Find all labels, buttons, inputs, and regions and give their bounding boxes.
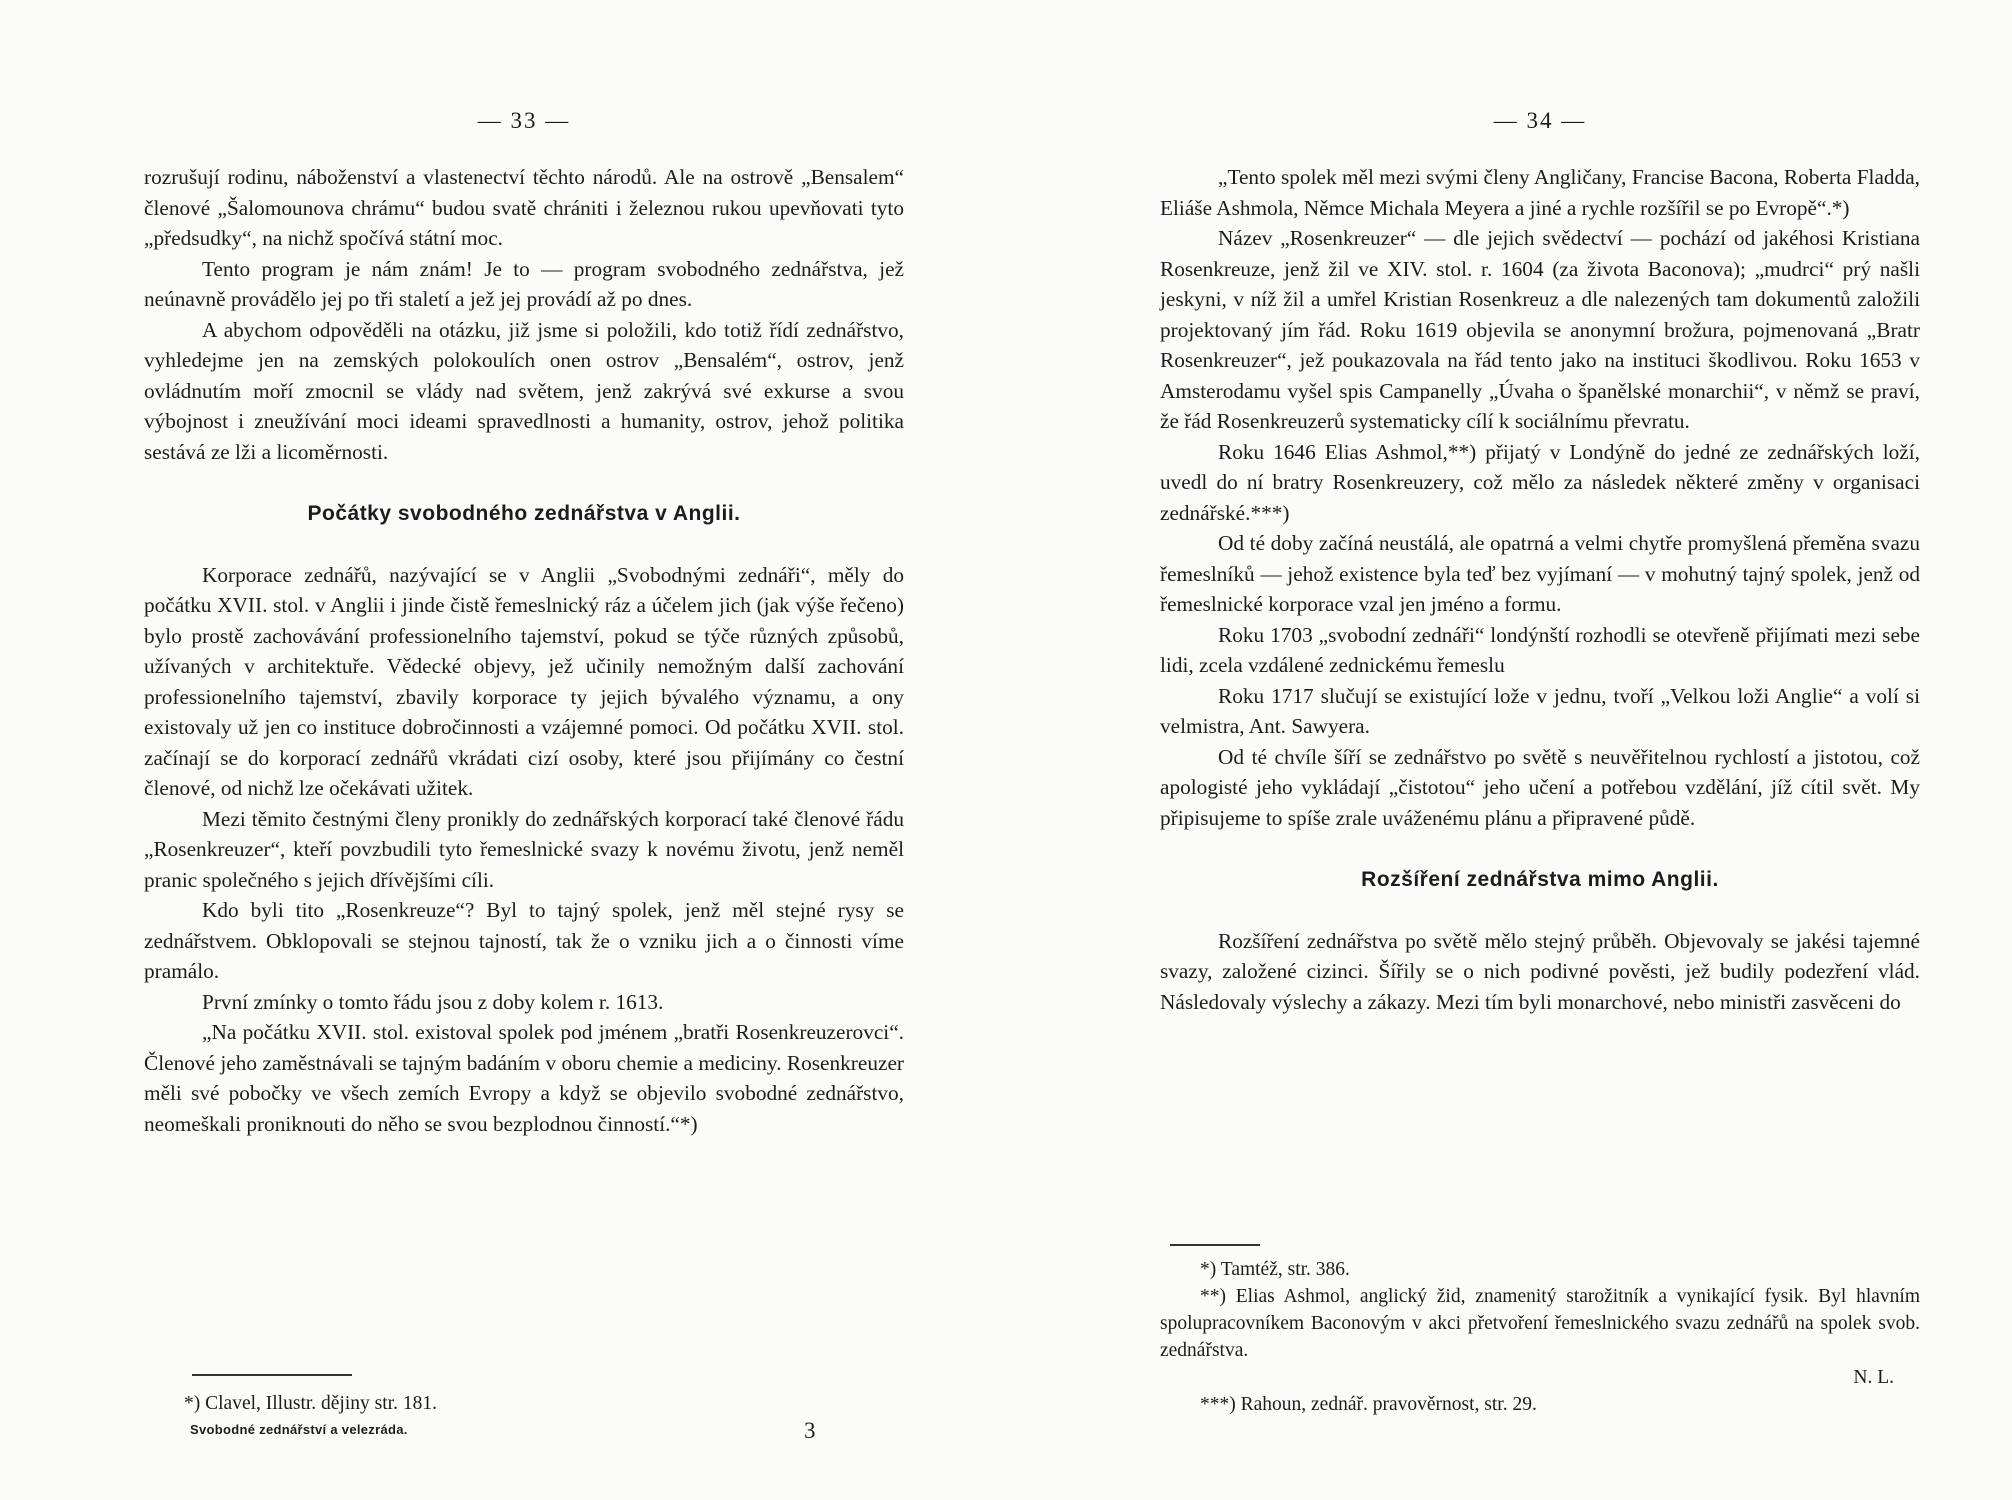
footnote: **) Elias Ashmol, anglický žid, znamenitý starožitník a vynikající fysik. Byl hlavním spolupracovníkem Baconovým v akci přetvoření řemeslnického svazu zednářů na spolek svob. zednářstva. <box>1160 1286 1920 1361</box>
page-body <box>144 162 904 1139</box>
paragraph: První zmínky o tomto řádu jsou z doby kolem r. 1613. <box>202 989 664 1014</box>
footnotes <box>1160 1256 1920 1418</box>
footnotes <box>144 1390 904 1417</box>
paragraph: Rozšíření zednářstva po světě mělo stejný průběh. Objevovaly se jakési tajemné svazy, založené cizinci. Šířily se o nich podivné pověsti, jež budily podezření vlád. Následovaly výslechy a zákazy. Mezi tím byli monarchové, nebo ministři zasvěceni do <box>1160 928 1920 1014</box>
paragraph: Roku 1646 Elias Ashmol,**) přijatý v Londýně do jedné ze zednářských loží, uvedl do ní bratry Rosenkreuzery, což mělo za následek některé změny v organisaci zednářské.***) <box>1160 439 1920 525</box>
paragraph: rozrušují rodinu, náboženství a vlastenectví těchto národů. Ale na ostrově „Bensalem“ členové „Šalomounova chrámu“ budou svatě chrániti i železnou rukou upevňovati tyto „předsudky“, na nichž spočívá státní moc. <box>144 165 904 250</box>
section-heading: Počátky svobodného zednářstva v Anglii. <box>307 502 741 525</box>
paragraph: Roku 1717 slučují se existující lože v jednu, tvoří „Velkou loži Anglie“ a volí si velmistra, Ant. Sawyera. <box>1160 683 1920 738</box>
page-body <box>1160 162 1920 1017</box>
page-number: — 34 — <box>1493 108 1587 133</box>
right-page <box>1160 0 1920 1500</box>
footnote-rule <box>192 1374 352 1376</box>
section-heading: Rozšíření zednářstva mimo Anglii. <box>1361 868 1719 891</box>
footnote-signature: N. L. <box>1853 1367 1894 1388</box>
footnote: ***) Rahoun, zednář. pravověrnost, str. 29. <box>1200 1394 1537 1415</box>
footnote-rule <box>1170 1244 1260 1246</box>
paragraph: „Na počátku XVII. stol. existoval spolek pod jménem „bratři Rosenkreuzerovci“. Členové jeho zaměstnávali se tajným badáním v oboru chemie a mediciny. Rosenkreuzer měli své pobočky ve všech zemích Evropy a když se objevilo svobodné zednářstvo, neomeškali proniknouti do něho se svou bezplodnou činností.“*) <box>144 1020 904 1136</box>
sheet-number: 3 <box>804 1418 816 1443</box>
left-page <box>144 0 904 1500</box>
paragraph: Tento program je nám znám! Je to — program svobodného zednářstva, jež neúnavně provádělo jej po tři staletí a jež jej provádí až po dnes. <box>144 256 904 311</box>
paragraph: Od té chvíle šíří se zednářstvo po světě s neuvěřitelnou rychlostí a jistotou, což apologisté jeho vykládají „čistotou“ jeho učení a potřebou vzdělání, jíž cítil svět. My připisujeme to spíše zrale uváženému plánu a připravené půdě. <box>1160 744 1920 830</box>
signature-line: Svobodné zednářství a velezráda. <box>190 1422 408 1437</box>
footnote: *) Clavel, Illustr. dějiny str. 181. <box>184 1393 437 1414</box>
paragraph: Název „Rosenkreuzer“ — dle jejich svědectví — pochází od jakéhosi Kristiana Rosenkreuze, jenž žil ve XIV. stol. r. 1604 (za života Baconova); „mudrci“ prý našli jeskyni, v níž žil a umřel Kristian Rosenkreuz a dle nalezených tam dokumentů založili projektovaný jím řád. Roku 1619 objevila se anonymní brožura, pojmenovaná „Bratr Rosenkreuzer“, jež poukazovala na řád tento jako na instituci škodlivou. Roku 1653 v Amsterodamu vyšel spis Campanelly „Úvaha o španělské monarchii“, v němž se praví, že řád Rosenkreuzerů systematicky cílí k sociálnímu převratu. <box>1160 226 1920 433</box>
paragraph: „Tento spolek měl mezi svými členy Angličany, Francise Bacona, Roberta Fladda, Eliáše Ashmola, Němce Michala Meyera a jiné a rychle rozšířil se po Evropě“.*) <box>1160 165 1920 220</box>
paragraph: A abychom odpověděli na otázku, již jsme si položili, kdo totiž řídí zednářstvo, vyhledejme jen na zemských polokoulích onen ostrov „Bensalém“, ostrov, jenž ovládnutím moří zmocnil se vlády nad světem, jenž zakrývá své exkurse a svou výbojnost i zneužívání moci ideami spravedlnosti a humanity, ostrov, jehož politika sestává ze lži a licoměrnosti. <box>144 317 904 464</box>
page-number: — 33 — <box>477 108 571 133</box>
paragraph: Mezi těmito čestnými členy pronikly do zednářských korporací také členové řádu „Rosenkreuzer“, kteří povzbudili tyto řemeslnické svazy k novému životu, jenž neměl pranic společného s jejich dřívějšími cíli. <box>144 806 904 892</box>
paragraph: Kdo byli tito „Rosenkreuze“? Byl to tajný spolek, jenž měl stejné rysy se zednářstvem. Obklopovali se stejnou tajností, tak že o vzniku jich a o činnosti víme pramálo. <box>144 898 904 983</box>
paragraph: Od té doby začíná neustálá, ale opatrná a velmi chytře promyšlená přeměna svazu řemeslníků — jehož existence byla teď bez vyjímaní — v mohutný tajný spolek, jenž od řemeslnické korporace vzal jen jméno a formu. <box>1160 531 1920 616</box>
paragraph: Roku 1703 „svobodní zednáři“ londýnští rozhodli se otevřeně přijímati mezi sebe lidi, zcela vzdálené zednickému řemeslu <box>1160 622 1920 677</box>
footnote: *) Tamtéž, str. 386. <box>1200 1259 1350 1280</box>
paragraph: Korporace zednářů, nazývající se v Anglii „Svobodnými zednáři“, měly do počátku XVII. stol. v Anglii i jinde čistě řemeslnický ráz a účelem jich (jak výše řečeno) bylo prostě zachovávání professionelního tajemství, pokud se týče různých způsobů, užívaných v architektuře. Vědecké objevy, jež učinily nemožným další zachování professionelního tajemství, zbavily korporace ty jejich bývalého významu, a ony existovaly už jen co instituce dobročinnosti a vzájemné pomoci. Od počátku XVII. stol. začínají se do korporací zednářů vkrádati cizí osoby, které jsou přijímány co čestní členové, od nichž lze očekávati užitek. <box>144 562 904 800</box>
